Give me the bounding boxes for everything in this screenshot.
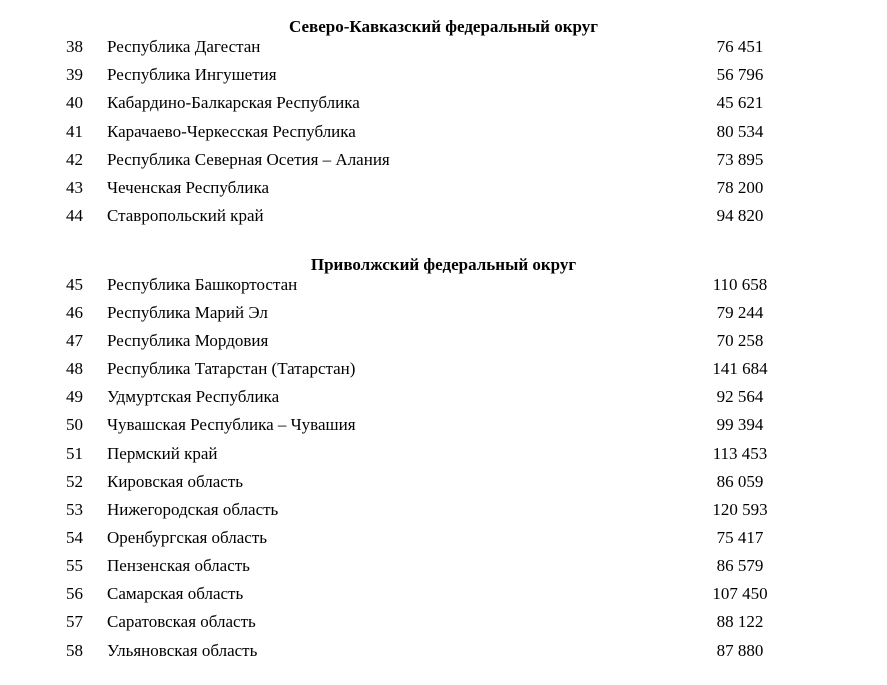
region-name: Пензенская область — [107, 556, 250, 575]
region-name: Нижегородская область — [107, 500, 279, 519]
table-row — [0, 206, 887, 234]
region-name: Чеченская Республика — [107, 178, 269, 197]
row-number: 54 — [66, 528, 83, 547]
region-value: 80 534 — [716, 122, 764, 141]
region-value: 92 564 — [716, 387, 764, 406]
region-value: 141 684 — [712, 359, 768, 378]
row-number: 57 — [66, 612, 83, 631]
region-value: 99 394 — [716, 415, 764, 434]
row-number: 51 — [66, 444, 83, 463]
region-value: 73 895 — [716, 150, 764, 169]
region-name: Кировская область — [107, 472, 244, 491]
table-row — [0, 556, 887, 584]
region-value: 56 796 — [716, 65, 764, 84]
region-name: Ставропольский край — [107, 206, 264, 225]
table-row — [0, 500, 887, 528]
row-number: 53 — [66, 500, 83, 519]
table-row — [0, 331, 887, 359]
row-number: 49 — [66, 387, 83, 406]
region-value: 88 122 — [716, 612, 764, 631]
section-title-north-caucasus: Северо-Кавказский федеральный округ — [289, 17, 598, 36]
row-number: 48 — [66, 359, 83, 378]
table-row — [0, 93, 887, 121]
row-number: 38 — [66, 37, 83, 56]
region-value: 75 417 — [716, 528, 764, 547]
row-number: 43 — [66, 178, 83, 197]
region-value: 94 820 — [716, 206, 764, 225]
table-row — [0, 584, 887, 612]
region-name: Ульяновская область — [107, 641, 258, 660]
table-row — [0, 415, 887, 443]
row-number: 44 — [66, 206, 83, 225]
table-row — [0, 387, 887, 415]
region-name: Республика Северная Осетия – Алания — [107, 150, 390, 169]
row-number: 47 — [66, 331, 83, 350]
table-row — [0, 472, 887, 500]
row-number: 46 — [66, 303, 83, 322]
table-row — [0, 37, 887, 65]
region-name: Республика Ингушетия — [107, 65, 277, 84]
region-name: Кабардино-Балкарская Республика — [107, 93, 360, 112]
region-value: 110 658 — [712, 275, 768, 294]
region-value: 113 453 — [712, 444, 768, 463]
region-value: 107 450 — [712, 584, 768, 603]
table-row — [0, 178, 887, 206]
row-number: 39 — [66, 65, 83, 84]
region-value: 86 579 — [716, 556, 764, 575]
table-row — [0, 65, 887, 93]
table-row — [0, 150, 887, 178]
table-row — [0, 275, 887, 303]
region-name: Оренбургская область — [107, 528, 268, 547]
table-row — [0, 359, 887, 387]
region-name: Республика Дагестан — [107, 37, 261, 56]
section-title-volga: Приволжский федеральный округ — [310, 255, 577, 274]
region-value: 120 593 — [712, 500, 768, 519]
table-row — [0, 528, 887, 556]
region-name: Удмуртская Республика — [107, 387, 280, 406]
row-number: 42 — [66, 150, 83, 169]
row-number: 41 — [66, 122, 83, 141]
region-value: 86 059 — [716, 472, 764, 491]
region-value: 79 244 — [716, 303, 764, 322]
region-value: 70 258 — [716, 331, 764, 350]
row-number: 40 — [66, 93, 83, 112]
region-name: Республика Башкортостан — [107, 275, 298, 294]
region-name: Республика Марий Эл — [107, 303, 268, 322]
row-number: 56 — [66, 584, 83, 603]
row-number: 58 — [66, 641, 83, 660]
table-row — [0, 641, 887, 669]
region-name: Самарская область — [107, 584, 244, 603]
table-row — [0, 303, 887, 331]
region-value: 76 451 — [716, 37, 764, 56]
region-name: Чувашская Республика – Чувашия — [107, 415, 356, 434]
table-row — [0, 122, 887, 150]
region-name: Пермский край — [107, 444, 218, 463]
region-name: Карачаево-Черкесская Республика — [107, 122, 356, 141]
region-value: 45 621 — [716, 93, 764, 112]
region-name: Саратовская область — [107, 612, 256, 631]
row-number: 45 — [66, 275, 83, 294]
table-row — [0, 612, 887, 640]
region-value: 78 200 — [716, 178, 764, 197]
row-number: 52 — [66, 472, 83, 491]
region-value: 87 880 — [716, 641, 764, 660]
region-name: Республика Татарстан (Татарстан) — [107, 359, 356, 378]
region-name: Республика Мордовия — [107, 331, 269, 350]
table-row — [0, 444, 887, 472]
row-number: 55 — [66, 556, 83, 575]
row-number: 50 — [66, 415, 83, 434]
